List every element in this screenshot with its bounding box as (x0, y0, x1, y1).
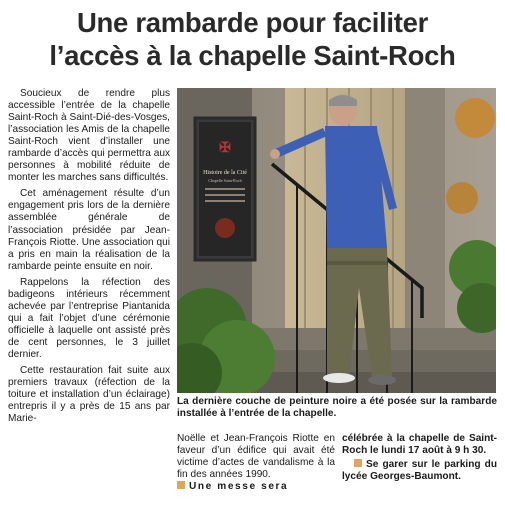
article-headline (0, 6, 505, 72)
chapel-photo (177, 88, 496, 393)
middle-column (177, 433, 335, 493)
paragraph: Cette restauration fait suite aux premiers travaux (réfection de la toiture et installation d’un éclairage) entrepris il y a près de 15 ans par Marie- (8, 365, 170, 425)
paragraph: Noëlle et Jean-François Riotte en faveur d’un édifice qui avait été victime d’actes de vandalisme à la fin des années 1990. (177, 433, 335, 481)
headline-line-1: Une rambarde pour faciliter (76, 7, 429, 38)
paragraph: Rappelons la réfection des badigeons intérieurs récemment achevée par l’entreprise Piantanida qui a fait l’objet d’une cérémonie officielle à laquelle ont assisté près de cent personnes, le 3 juillet dernier. (8, 276, 170, 360)
sign-subtitle: Chapelle Saint-Roch (208, 178, 242, 183)
right-column (342, 433, 497, 483)
bullet-square-icon (354, 459, 362, 467)
continued-text: Une messe sera (189, 481, 289, 493)
notice-text: Se garer sur le parking du lycée Georges-Baumont. (342, 459, 497, 483)
sign-title: Histoire de la Cité (203, 170, 247, 176)
photo-caption: La dernière couche de peinture noire a été posée sur la rambarde installée à l’entrée de la chapelle. (177, 396, 497, 420)
left-column (8, 88, 170, 429)
photo-illustration (177, 88, 496, 393)
paragraph: Cet aménagement résulte d’un engagement pris lors de la dernière assemblée générale de l’association présidée par Jean-François Riotte. Une association qui a pris en main la réalisation de la rambarde peinte ensuite en noir. (8, 188, 170, 272)
paragraph-continued (177, 481, 335, 493)
svg-text:✠: ✠ (219, 141, 231, 156)
headline-line-2: l’accès à la chapelle Saint-Roch (49, 40, 456, 71)
bullet-square-icon (177, 481, 185, 489)
paragraph: Soucieux de rendre plus accessible l’entrée de la chapelle Saint-Roch à Saint-Dié-des-Vosges, l’association les Amis de la chapelle Saint-Roch vient d’installer une rambarde d’accès qui permettra aux personnes à mobilité réduite de monter les marches sans difficultés. (8, 88, 170, 184)
paragraph: célébrée à la chapelle de Saint-Roch le lundi 17 août à 9 h 30. (342, 433, 497, 457)
notice (342, 459, 497, 483)
